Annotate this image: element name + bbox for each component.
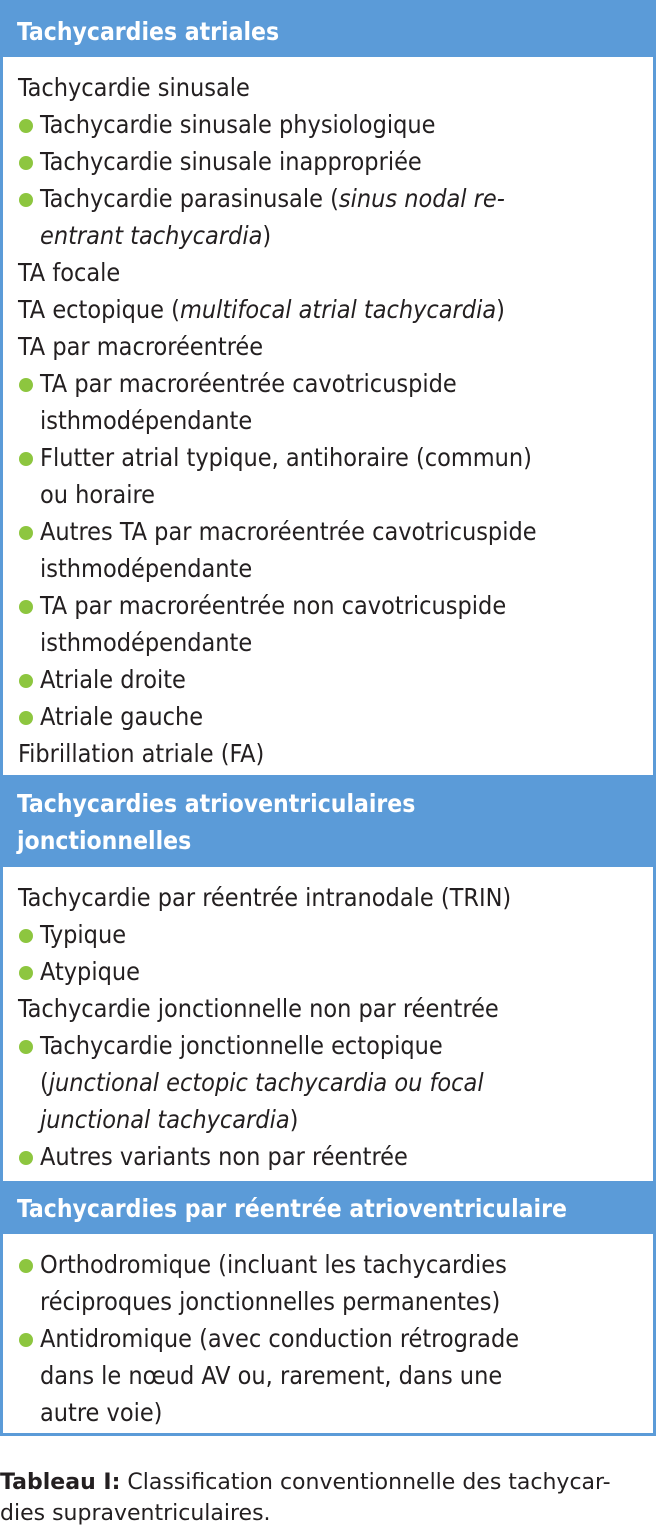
section-header-av-reentry xyxy=(3,1181,653,1234)
green-bullet-icon xyxy=(19,156,33,170)
green-bullet-icon xyxy=(19,600,33,614)
list-item-continuation: dans le nœud AV ou, rarement, dans une xyxy=(40,1361,503,1390)
list-item: Tachycardie par réentrée intranodale (TRIN) xyxy=(18,883,512,912)
list-item: Orthodromique (incluant les tachycardies xyxy=(40,1250,507,1279)
green-bullet-icon xyxy=(19,966,33,980)
list-item-continuation: réciproques jonctionnelles permanentes) xyxy=(40,1287,501,1316)
section-header-text: Tachycardies par réentrée atrioventriculaire xyxy=(17,1194,567,1223)
green-bullet-icon xyxy=(19,1333,33,1347)
list-item: TA ectopique (multifocal atrial tachycardia) xyxy=(18,295,505,324)
green-bullet-icon xyxy=(19,452,33,466)
caption-label: Tableau I: xyxy=(0,1470,121,1495)
list-item-continuation: isthmodépendante xyxy=(40,554,253,583)
section-header-junctional xyxy=(3,775,653,867)
section-header-text: Tachycardies atrioventriculaires xyxy=(17,789,416,818)
green-bullet-icon xyxy=(19,378,33,392)
list-item: Tachycardie sinusale physiologique xyxy=(40,110,436,139)
list-item: Antidromique (avec conduction rétrograde xyxy=(40,1324,520,1353)
green-bullet-icon xyxy=(19,711,33,725)
list-item: Atypique xyxy=(40,957,140,986)
list-item: Tachycardie parasinusale (sinus nodal re- xyxy=(40,184,505,213)
green-bullet-icon xyxy=(19,1040,33,1054)
caption-text: Classification conventionnelle des tachycar- xyxy=(127,1470,611,1495)
list-item-continuation: junctional tachycardia) xyxy=(40,1105,299,1134)
list-item: Atriale gauche xyxy=(40,702,204,731)
caption-text: dies supraventriculaires. xyxy=(0,1501,271,1526)
section-header-text: jonctionnelles xyxy=(17,826,192,855)
green-bullet-icon xyxy=(19,526,33,540)
list-item-continuation: ou horaire xyxy=(40,480,155,509)
list-item: Autres TA par macroréentrée cavotricuspide xyxy=(40,517,537,546)
list-item: Tachycardie jonctionnelle ectopique xyxy=(40,1031,443,1060)
list-item: Autres variants non par réentrée xyxy=(40,1142,408,1171)
green-bullet-icon xyxy=(19,1151,33,1165)
list-item-continuation: entrant tachycardia) xyxy=(40,221,272,250)
list-item: Tachycardie sinusale xyxy=(18,73,250,102)
list-item-continuation: (junctional ectopic tachycardia ou focal xyxy=(40,1068,484,1097)
green-bullet-icon xyxy=(19,929,33,943)
list-item: TA focale xyxy=(18,258,121,287)
section-header-text: Tachycardies atriales xyxy=(17,17,280,46)
green-bullet-icon xyxy=(19,193,33,207)
list-item-continuation: autre voie) xyxy=(40,1398,163,1427)
list-item: Fibrillation atriale (FA) xyxy=(18,739,265,768)
list-item: TA par macroréentrée non cavotricuspide xyxy=(40,591,507,620)
list-item: Flutter atrial typique, antihoraire (commun) xyxy=(40,443,532,472)
list-item-continuation: isthmodépendante xyxy=(40,628,253,657)
green-bullet-icon xyxy=(19,674,33,688)
list-item: Atriale droite xyxy=(40,665,186,694)
list-item: Tachycardie jonctionnelle non par réentrée xyxy=(18,994,499,1023)
section-header-atrial xyxy=(3,3,653,57)
green-bullet-icon xyxy=(19,1259,33,1273)
list-item: Tachycardie sinusale inappropriée xyxy=(40,147,422,176)
list-item-continuation: isthmodépendante xyxy=(40,406,253,435)
list-item: TA par macroréentrée xyxy=(18,332,264,361)
list-item: Typique xyxy=(40,920,127,949)
list-item: TA par macroréentrée cavotricuspide xyxy=(40,369,457,398)
green-bullet-icon xyxy=(19,119,33,133)
